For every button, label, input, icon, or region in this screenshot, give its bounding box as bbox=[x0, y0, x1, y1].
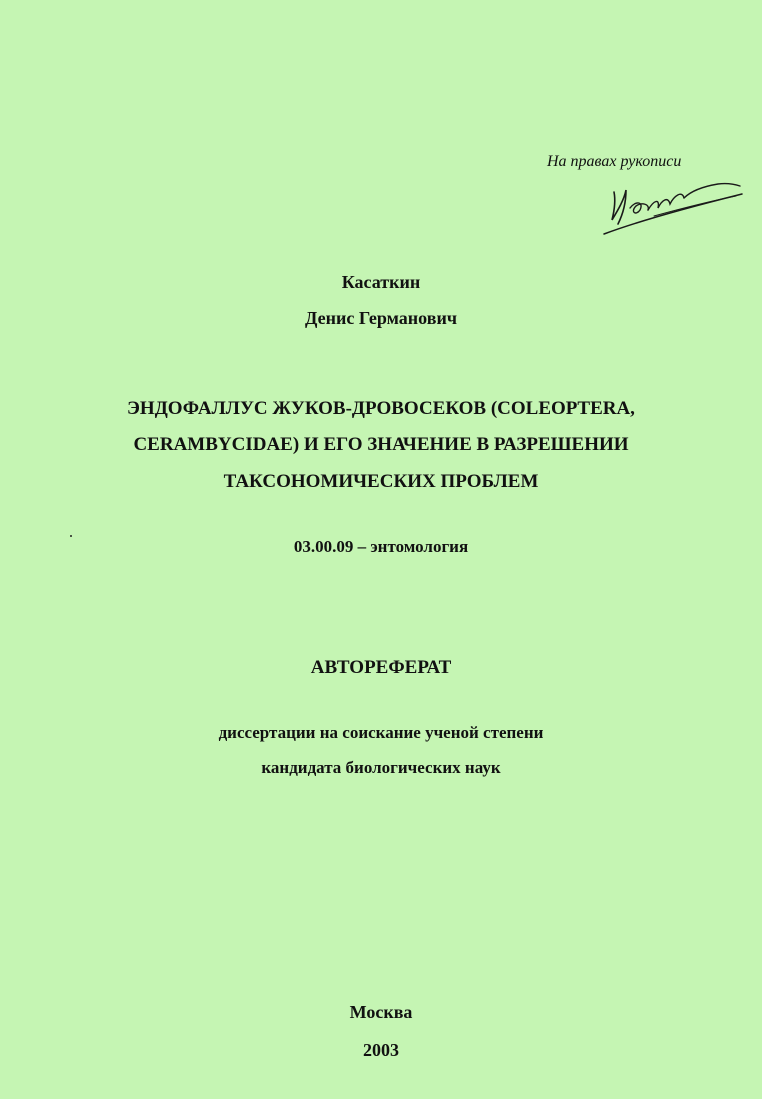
thesis-title-line-2: CERAMBYCIDAE) И ЕГО ЗНАЧЕНИЕ В РАЗРЕШЕНИИ bbox=[133, 434, 629, 455]
handwritten-signature bbox=[596, 172, 746, 242]
author-given-names: Денис Германович bbox=[305, 308, 457, 328]
city: Москва bbox=[349, 1002, 413, 1022]
document-type: АВТОРЕФЕРАТ bbox=[310, 657, 452, 678]
thesis-title-line-1: ЭНДОФАЛЛУС ЖУКОВ-ДРОВОСЕКОВ (COLEOPTERA, bbox=[127, 398, 635, 419]
specialty-code: 03.00.09 – энтомология bbox=[293, 537, 469, 556]
author-surname: Касаткин bbox=[341, 272, 421, 292]
rights-note: На правах рукописи bbox=[547, 153, 682, 170]
degree-line-1: диссертации на соискание ученой степени bbox=[218, 723, 544, 742]
thesis-title-line-3: ТАКСОНОМИЧЕСКИХ ПРОБЛЕМ bbox=[223, 471, 539, 492]
degree-line-2: кандидата биологических наук bbox=[261, 758, 501, 777]
year: 2003 bbox=[363, 1040, 399, 1060]
